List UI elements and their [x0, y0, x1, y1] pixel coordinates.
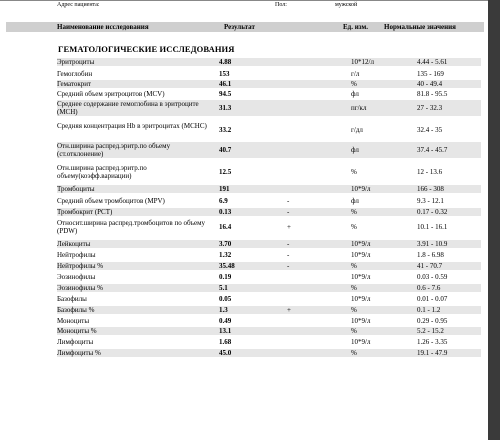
test-name: Гемоглобин — [57, 70, 93, 78]
header-result: Результат — [224, 23, 255, 31]
test-unit: % — [351, 349, 357, 357]
test-norm: 0.17 - 0.32 — [417, 208, 448, 216]
test-flag: - — [287, 240, 290, 248]
table-row — [57, 317, 481, 325]
test-name: Лейкоциты — [57, 240, 91, 248]
table-row — [57, 251, 481, 259]
test-unit: г/л — [351, 70, 360, 78]
table-row — [57, 306, 481, 314]
table-row — [57, 327, 481, 335]
test-norm: 41 - 70.7 — [417, 262, 443, 270]
test-unit: 10*9/л — [351, 251, 371, 259]
test-unit: % — [351, 223, 357, 231]
test-flag: - — [287, 208, 290, 216]
test-name: Тромбокрит (PCT) — [57, 208, 113, 216]
test-value: 46.1 — [219, 80, 232, 88]
test-unit: % — [351, 327, 357, 335]
test-name: Моноциты — [57, 317, 90, 325]
test-value: 16.4 — [219, 223, 232, 231]
test-name: Моноциты % — [57, 327, 97, 335]
test-unit: фл — [351, 146, 359, 154]
test-value: 153 — [219, 70, 230, 78]
test-unit: % — [351, 262, 357, 270]
test-norm: 1.26 - 3.35 — [417, 338, 448, 346]
table-row — [57, 185, 481, 193]
table-row — [57, 262, 481, 270]
test-name: Эритроциты — [57, 58, 95, 66]
table-row — [57, 219, 481, 235]
test-name: Лимфоциты % — [57, 349, 101, 357]
table-row — [57, 273, 481, 281]
test-norm: 32.4 - 35 — [417, 126, 443, 134]
test-value: 40.7 — [219, 146, 232, 154]
test-value: 6.9 — [219, 197, 228, 205]
test-name: Эозинофилы % — [57, 284, 103, 292]
table-row — [57, 70, 481, 78]
test-flag: + — [287, 306, 291, 314]
test-name: Нейтрофилы % — [57, 262, 104, 270]
test-flag: - — [287, 251, 290, 259]
test-norm: 135 - 169 — [417, 70, 444, 78]
test-norm: 0.6 - 7.6 — [417, 284, 441, 292]
test-norm: 0.1 - 1.2 — [417, 306, 441, 314]
test-unit: фл — [351, 90, 359, 98]
header-name: Наименование исследования — [57, 23, 149, 31]
table-row — [57, 100, 481, 116]
test-norm: 19.1 - 47.9 — [417, 349, 448, 357]
test-norm: 0.03 - 0.59 — [417, 273, 448, 281]
table-row — [57, 58, 481, 66]
test-unit: % — [351, 306, 357, 314]
test-norm: 27 - 32.3 — [417, 104, 443, 112]
test-value: 4.88 — [219, 58, 232, 66]
test-name: Нейтрофилы — [57, 251, 96, 259]
sex-value: мужской — [335, 2, 358, 8]
test-value: 1.3 — [219, 306, 228, 314]
header-unit: Ед. изм. — [343, 23, 368, 31]
test-value: 1.32 — [219, 251, 232, 259]
test-norm: 40 - 49.4 — [417, 80, 443, 88]
test-norm: 37.4 - 45.7 — [417, 146, 448, 154]
test-unit: % — [351, 284, 357, 292]
test-value: 31.3 — [219, 104, 232, 112]
test-unit: 10*9/л — [351, 317, 371, 325]
test-name: Тромбоциты — [57, 185, 95, 193]
test-unit: 10*12/л — [351, 58, 374, 66]
test-norm: 5.2 - 15.2 — [417, 327, 444, 335]
test-unit: пг/кл — [351, 104, 367, 112]
header-norm: Нормальные значения — [384, 23, 456, 31]
table-row — [57, 295, 481, 303]
test-value: 1.68 — [219, 338, 232, 346]
test-value: 0.13 — [219, 208, 232, 216]
address-label: Адрес пациента: — [57, 2, 100, 8]
test-unit: 10*9/л — [351, 338, 371, 346]
table-row — [57, 164, 481, 180]
test-name: Базофилы — [57, 295, 87, 303]
table-row — [57, 90, 481, 98]
test-value: 0.05 — [219, 295, 232, 303]
test-flag: - — [287, 197, 290, 205]
test-name: Отн.ширина распред.эритр.по объему(коэфф.вариации) — [57, 164, 147, 180]
sex-label: Пол: — [275, 2, 287, 8]
patient-info-line — [0, 1, 488, 10]
table-row — [57, 284, 481, 292]
test-norm: 0.29 - 0.95 — [417, 317, 448, 325]
test-norm: 10.1 - 16.1 — [417, 223, 448, 231]
test-norm: 3.91 - 10.9 — [417, 240, 448, 248]
test-norm: 9.3 - 12.1 — [417, 197, 444, 205]
test-flag: + — [287, 223, 291, 231]
test-name: Гематокрит — [57, 80, 92, 88]
test-value: 94.5 — [219, 90, 232, 98]
table-row — [57, 142, 481, 158]
test-unit: 10*9/л — [351, 185, 371, 193]
test-value: 191 — [219, 185, 230, 193]
test-value: 0.49 — [219, 317, 232, 325]
table-header — [6, 22, 484, 32]
section-title: ГЕМАТОЛОГИЧЕСКИЕ ИССЛЕДОВАНИЯ — [58, 44, 235, 54]
test-unit: г/дл — [351, 126, 363, 134]
test-name: Средний объем эритроцитов (MCV) — [57, 90, 165, 98]
test-name: Средний объем тромбоцитов (MPV) — [57, 197, 165, 205]
test-flag: - — [287, 262, 290, 270]
table-row — [57, 122, 481, 138]
table-row — [57, 80, 481, 88]
test-value: 45.0 — [219, 349, 232, 357]
test-value: 0.19 — [219, 273, 232, 281]
test-name: Среднее содержание гемоглобина в эритроците (MCH) — [57, 100, 199, 116]
test-norm: 4.44 - 5.61 — [417, 58, 448, 66]
test-unit: % — [351, 168, 357, 176]
test-norm: 81.8 - 95.5 — [417, 90, 448, 98]
test-value: 12.5 — [219, 168, 232, 176]
test-unit: 10*9/л — [351, 295, 371, 303]
test-value: 35.48 — [219, 262, 235, 270]
table-row — [57, 208, 481, 216]
table-row — [57, 197, 481, 205]
test-name: Отн.ширина распред.эритр.по объему (ст.отклонение) — [57, 142, 171, 158]
test-name: Лимфоциты — [57, 338, 94, 346]
test-unit: 10*9/л — [351, 240, 371, 248]
test-unit: фл — [351, 197, 359, 205]
test-value: 5.1 — [219, 284, 228, 292]
test-unit: 10*9/л — [351, 273, 371, 281]
test-value: 3.70 — [219, 240, 232, 248]
table-row — [57, 240, 481, 248]
test-name: Средняя концентрация Hb в эритроцитах (MCHC) — [57, 122, 207, 130]
test-norm: 1.8 - 6.98 — [417, 251, 444, 259]
test-unit: % — [351, 208, 357, 216]
test-unit: % — [351, 80, 357, 88]
table-row — [57, 349, 481, 357]
test-norm: 0.01 - 0.07 — [417, 295, 448, 303]
table-row — [57, 338, 481, 346]
test-value: 33.2 — [219, 126, 232, 134]
test-name: Эозинофилы — [57, 273, 96, 281]
test-name: Относит.ширина распред.тромбоцитов по объему (PDW) — [57, 219, 205, 235]
test-name: Базофилы % — [57, 306, 95, 314]
test-value: 13.1 — [219, 327, 232, 335]
test-norm: 166 - 308 — [417, 185, 444, 193]
test-norm: 12 - 13.6 — [417, 168, 443, 176]
